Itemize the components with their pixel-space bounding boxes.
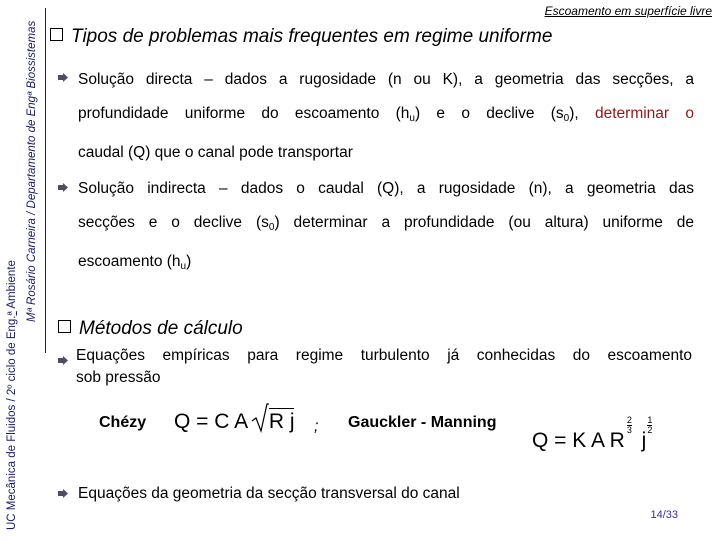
paragraph-direct-solution: Solução directa – dados a rugosidade (n ou K), a geometria das secções, a profundidade uniforme do escoamento $(h_u)$ e o declive $(s_0)$, determinar o caudal (Q) que o canal pode transportar bbox=[78, 71, 694, 161]
side-author-label: Mª Rosário Carneira / Departamento de Engª Biossistemas bbox=[26, 20, 38, 322]
arrow-bullet-icon bbox=[58, 183, 68, 192]
chezy-formula: Q = C A R j bbox=[174, 408, 294, 434]
page-header-title: Escoamento em superfície livre bbox=[544, 4, 712, 18]
paragraph-geometry-equations: Equações da geometria da secção transversal do canal bbox=[78, 485, 460, 502]
section-heading-calculation-methods: Métodos de cálculo bbox=[58, 318, 243, 340]
chezy-label: Chézy bbox=[99, 414, 147, 431]
arrow-bullet-icon bbox=[58, 489, 68, 498]
section-heading-problem-types: Tipos de problemas mais frequentes em regime uniforme bbox=[50, 26, 552, 48]
manning-formula: Q = K A R $\frac{2}{3}$ j $\frac{1}{2}$ bbox=[532, 415, 653, 452]
arrow-bullet-icon bbox=[58, 73, 68, 82]
square-root-icon bbox=[251, 403, 269, 433]
arrow-bullet-icon bbox=[58, 356, 68, 365]
checkbox-bullet-icon bbox=[58, 320, 71, 333]
formula-separator: ; bbox=[314, 418, 319, 435]
checkbox-bullet-icon bbox=[50, 28, 63, 41]
page-number: 14/33 bbox=[650, 509, 678, 521]
side-course-label: UC Mecânica de Fluidos / 2º ciclo de Eng.ª Ambiente bbox=[6, 260, 18, 530]
paragraph-empirical-equations: Equações empíricas para regime turbulento já conhecidas do escoamento sob pressão bbox=[76, 347, 692, 386]
manning-label: Gauckler - Manning bbox=[348, 414, 497, 431]
paragraph-indirect-solution: Solução indirecta – dados o caudal (Q), a rugosidade (n), a geometria das secções e o declive $(s_0)$ determinar a profundidade (ou altura) uniforme de escoamento $(h_u)$ bbox=[78, 180, 694, 272]
side-divider bbox=[45, 8, 46, 353]
